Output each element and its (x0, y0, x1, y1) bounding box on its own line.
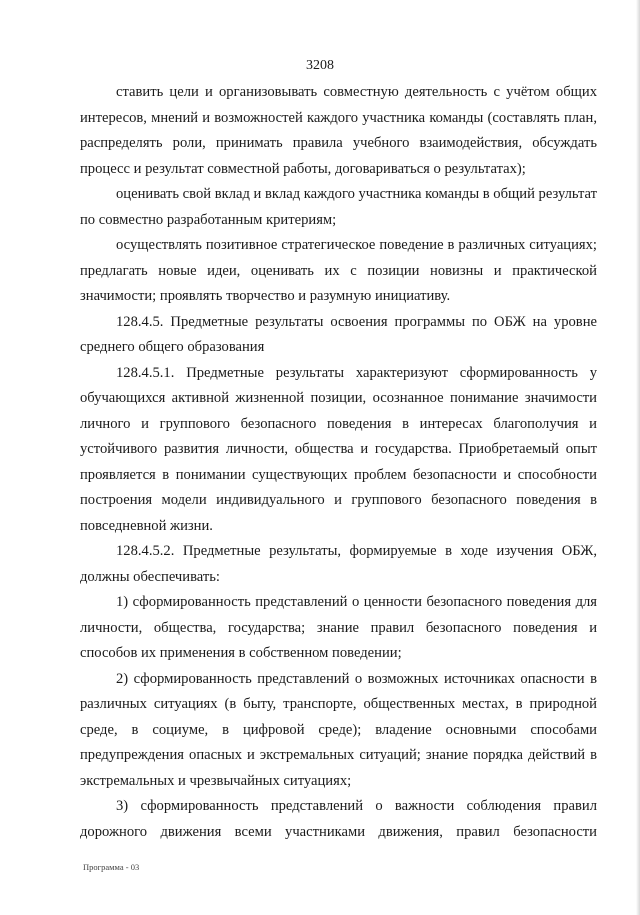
list-item-2: 2) сформированность представлений о возможных источниках опасности в различных ситуациях (в быту, транспорте, общественных местах, в природной среде, в социуме, в цифровой среде); владение основными способами предупреждения опасных и экстремальных ситуаций; знание порядка действий в экстремальных и чрезвычайных ситуациях; (80, 670, 597, 789)
page-number: 3208 (306, 58, 334, 73)
scan-edge-shadow (636, 0, 640, 915)
list-item-3: 3) сформированность представлений о важности соблюдения правил дорожного движения всеми участниками движения, правил безопасности (80, 798, 597, 840)
paragraph-128-4-5-1: 128.4.5.1. Предметные результаты характеризуют сформированность у обучающихся активной жизненной позиции, осознанное понимание значимости личного и группового безопасного поведения в интересах благополучия и устойчивого развития личности, общества и государства. Приобретаемый опыт проявляется в понимании существующих проблем безопасности и способности построения модели индивидуального и группового безопасного поведения в повседневной жизни. (80, 364, 597, 534)
section-heading-128-4-5: 128.4.5. Предметные результаты освоения программы по ОБЖ на уровне среднего общего образования (80, 313, 597, 355)
list-item-1: 1) сформированность представлений о ценности безопасного поведения для личности, общества, государства; знание правил безопасного поведения и способов их применения в собственном поведении; (80, 594, 597, 661)
document-body (80, 80, 597, 845)
paragraph-128-4-5-2: 128.4.5.2. Предметные результаты, формируемые в ходе изучения ОБЖ, должны обеспечивать: (80, 543, 597, 585)
paragraph-strategic-behavior: осуществлять позитивное стратегическое поведение в различных ситуациях; предлагать новые идеи, оценивать их с позиции новизны и практической значимости; проявлять творчество и разумную инициативу. (80, 237, 597, 304)
page-footer: Программа - 03 (83, 862, 140, 872)
paragraph-evaluate-contribution: оценивать свой вклад и вклад каждого участника команды в общий результат по совместно разработанным критериям; (80, 186, 598, 228)
paragraph-teamwork-goals: ставить цели и организовывать совместную деятельность с учётом общих интересов, мнений и возможностей каждого участника команды (составлять план, распределять роли, принимать правила учебного взаимодействия, обсуждать процесс и результат совместной работы, договариваться о результатах); (80, 84, 597, 177)
